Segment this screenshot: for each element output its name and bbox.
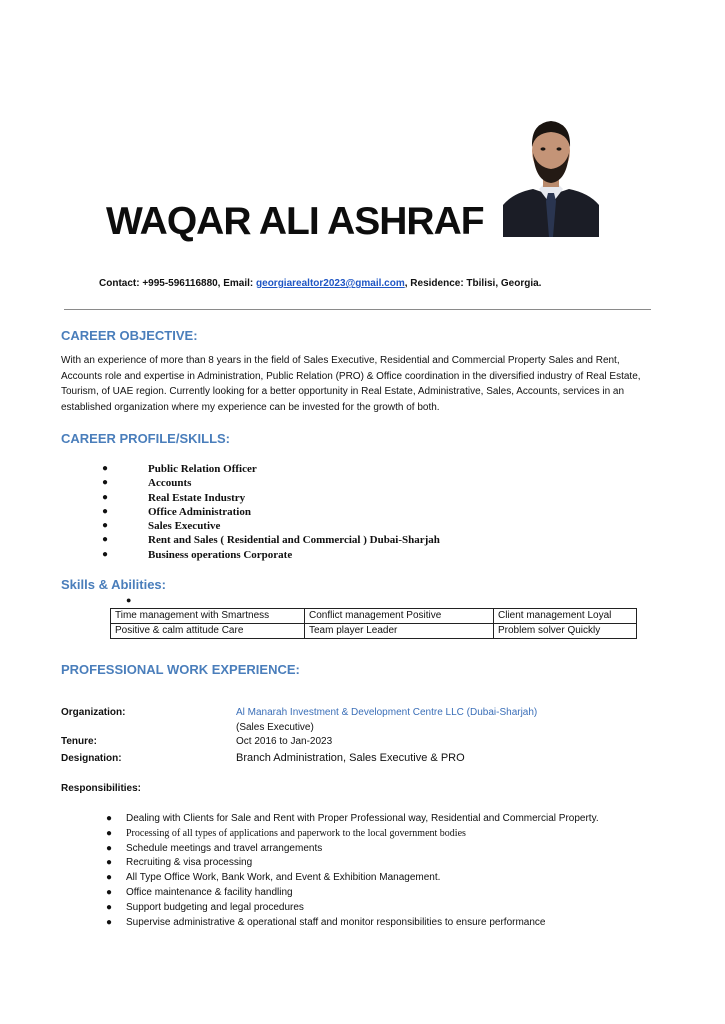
list-item: [100, 519, 440, 533]
responsibilities-list: [104, 812, 599, 930]
work-experience-heading: PROFESSIONAL WORK EXPERIENCE:: [61, 662, 300, 677]
list-item-label: Support budgeting and legal procedures: [126, 901, 304, 913]
bullet-icon: ●: [106, 827, 113, 839]
bullet-icon: ●: [106, 842, 113, 854]
bullet-icon: ●: [102, 534, 109, 546]
career-objective-heading: CAREER OBJECTIVE:: [61, 328, 198, 343]
table-cell: Conflict management Positive: [305, 609, 494, 624]
table-row: [111, 624, 637, 639]
header-divider: [64, 309, 651, 310]
table-row: [111, 609, 637, 624]
list-item-label: Accounts: [148, 477, 192, 490]
list-item-label: Public Relation Officer: [148, 463, 257, 475]
contact-suffix: , Residence: Tbilisi, Georgia.: [404, 278, 542, 289]
list-item-label: All Type Office Work, Bank Work, and Event & Exhibition Management.: [126, 872, 441, 884]
bullet-icon: ●: [102, 491, 109, 503]
list-item-label: Real Estate Industry: [148, 491, 246, 504]
list-item-label: Dealing with Clients for Sale and Rent with Proper Professional way, Residential and Commercial Property.: [126, 813, 599, 824]
candidate-name: WAQAR ALI ASHRAF: [106, 200, 484, 243]
skills-abilities-heading: Skills & Abilities:: [61, 577, 166, 592]
skills-table: [110, 608, 637, 639]
bullet-icon: ●: [106, 872, 113, 884]
list-item-label: Rent and Sales ( Residential and Commercial ) Dubai-Sharjah: [148, 534, 440, 547]
career-profile-heading: CAREER PROFILE/SKILLS:: [61, 431, 231, 446]
list-item: [104, 871, 599, 886]
list-item-label: Processing of all types of applications and paperwork to the local government bodies: [126, 827, 466, 839]
list-item: [100, 505, 440, 519]
organization-role: (Sales Executive): [236, 722, 314, 733]
bullet-icon: ●: [102, 505, 109, 517]
table-cell: Time management with Smartness: [111, 609, 305, 624]
list-item: [104, 812, 599, 827]
bullet-icon: ●: [102, 548, 109, 560]
list-item: [104, 842, 599, 857]
contact-line: [99, 278, 541, 289]
organization-label: Organization:: [61, 707, 126, 718]
list-item-label: Sales Executive: [148, 520, 221, 533]
list-item-label: Recruiting & visa processing: [126, 857, 253, 869]
list-item-label: Supervise administrative & operational staff and monitor responsibilities to ensure performance: [126, 916, 546, 928]
bullet-icon: ●: [102, 477, 109, 489]
bullet-icon: ●: [106, 857, 113, 869]
bullet-icon: ●: [106, 916, 113, 928]
organization-name: Al Manarah Investment & Development Centre LLC (Dubai-Sharjah): [236, 707, 538, 718]
table-cell: Team player Leader: [305, 624, 494, 639]
tenure-value: Oct 2016 to Jan-2023: [236, 736, 333, 747]
list-item: [100, 533, 440, 547]
career-objective-text: With an experience of more than 8 years in the field of Sales Executive, Residential and Commercial Property Sales and Rent, Accounts role and expertise in Administration, Public Relation (PRO) & Office coordination in the diversified industry of Real Estate, Tourism, of UAE region. Currently looking for a better opportunity in Real Estate, Administrative, Sales, Accounts, services in an established organization where my experience can be invested for the growth of both.: [61, 355, 641, 413]
list-item: [104, 886, 599, 901]
list-item-label: Office maintenance & facility handling: [126, 886, 293, 898]
list-item: [104, 827, 599, 842]
bullet-icon: ●: [106, 901, 113, 913]
list-item: [100, 491, 440, 505]
list-item-label: Schedule meetings and travel arrangements: [126, 842, 323, 854]
table-cell: Positive & calm attitude Care: [111, 624, 305, 639]
list-item-label: Business operations Corporate: [148, 548, 293, 561]
list-item: [104, 856, 599, 871]
bullet-icon: ●: [126, 595, 132, 605]
career-profile-list: [100, 462, 440, 562]
bullet-icon: ●: [102, 520, 109, 532]
bullet-icon: ●: [106, 886, 113, 898]
list-item: [104, 901, 599, 916]
designation-label: Designation:: [61, 753, 122, 764]
list-item: [104, 916, 599, 931]
profile-photo: [503, 109, 599, 237]
list-item: [100, 476, 440, 490]
bullet-icon: ●: [102, 463, 109, 474]
designation-value: Branch Administration, Sales Executive & PRO: [236, 752, 465, 764]
list-item: [100, 548, 440, 562]
tenure-label: Tenure:: [61, 736, 97, 747]
responsibilities-label: Responsibilities:: [61, 783, 142, 794]
table-cell: Client management Loyal: [494, 609, 637, 624]
bullet-icon: ●: [106, 813, 113, 824]
list-item: [100, 462, 440, 476]
list-item-label: Office Administration: [148, 505, 251, 518]
contact-prefix: Contact: +995-596116880, Email:: [99, 278, 257, 289]
email-link[interactable]: georgiarealtor2023@gmail.com: [256, 278, 405, 289]
table-cell: Problem solver Quickly: [494, 624, 637, 639]
